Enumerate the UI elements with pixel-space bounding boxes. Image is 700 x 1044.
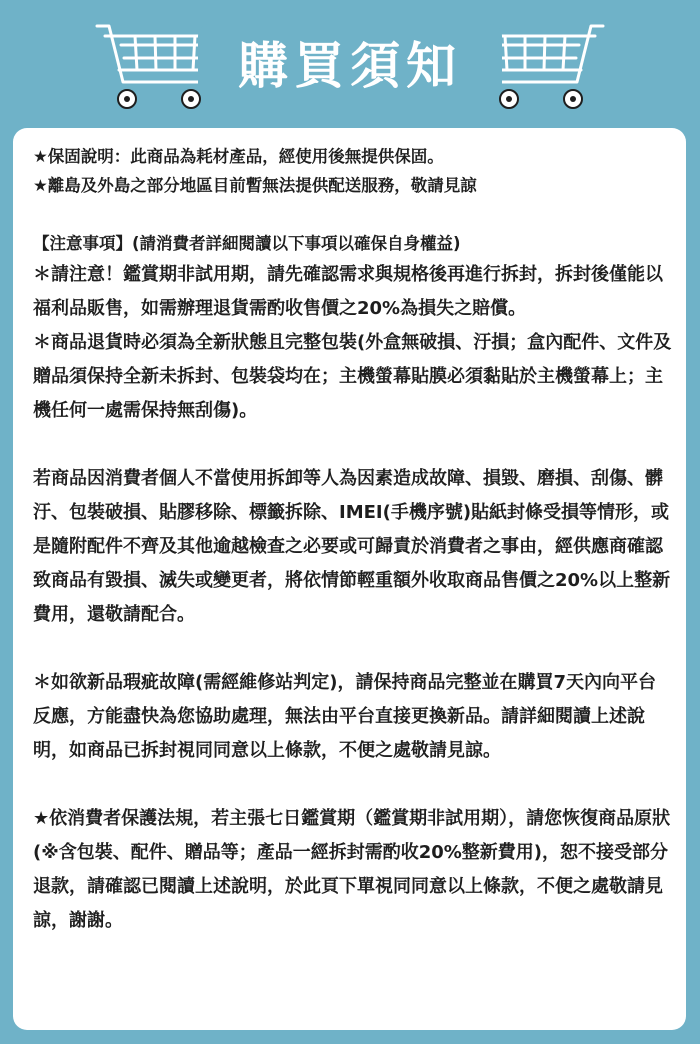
warranty-notice: ★保固說明：此商品為耗材產品，經使用後無提供保固。 <box>33 147 444 166</box>
header-banner <box>0 0 700 125</box>
caution-heading: 【注意事項】(請消費者詳細閱讀以下事項以確保自身權益) <box>33 234 461 253</box>
caution-item-trial: ＊請注意！鑑賞期非試用期，請先確認需求與規格後再進行拆封，拆封後僅能以福利品販售，如需辦理退貨需酌收售價之20%為損失之賠償。 <box>33 264 663 319</box>
notice-content <box>33 142 673 938</box>
page-title: 購買須知 <box>238 37 462 95</box>
caution-item-return: ＊商品退貨時必須為全新狀態且完整包裝(外盒無破損、汙損；盒內配件、文件及贈品須保持全新未拆封、包裝袋均在；主機螢幕貼膜必須黏貼於主機螢幕上；主機任何一處需保持無刮傷)。 <box>33 332 672 421</box>
consumer-protection-paragraph: ★依消費者保護法規，若主張七日鑑賞期（鑑賞期非試用期），請您恢復商品原狀 (※含包裝、配件、贈品等；產品一經拆封需酌收20%整新費用)，恕不接受部分退款，請確認已閱讀上述說明，於此頁下單視同同意以上條款，不便之處敬請見諒，謝謝。 <box>33 808 671 931</box>
title-badge <box>198 24 502 100</box>
damage-paragraph: 若商品因消費者個人不當使用拆卸等人為因素造成故障、損毀、磨損、刮傷、髒汙、包裝破損、貼膠移除、標籤拆除、IMEI(手機序號)貼紙封條受損等情形，或是隨附配件不齊及其他逾越檢查之必要或可歸責於消費者之事由，經供應商確認致商品有毀損、滅失或變更者，將依情節輕重額外收取商品售價之20%以上整新費用，還敬請配合。 <box>33 468 671 625</box>
delivery-notice: ★離島及外島之部分地區目前暫無法提供配送服務，敬請見諒 <box>33 176 477 195</box>
defect-paragraph: ＊如欲新品瑕疵故障(需經維修站判定)，請保持商品完整並在購買7天內向平台反應，方能盡快為您協助處理，無法由平台直接更換新品。請詳細閱讀上述說明，如商品已拆封視同同意以上條款，不便之處敬請見諒。 <box>33 672 656 761</box>
notice-panel <box>13 128 686 1030</box>
